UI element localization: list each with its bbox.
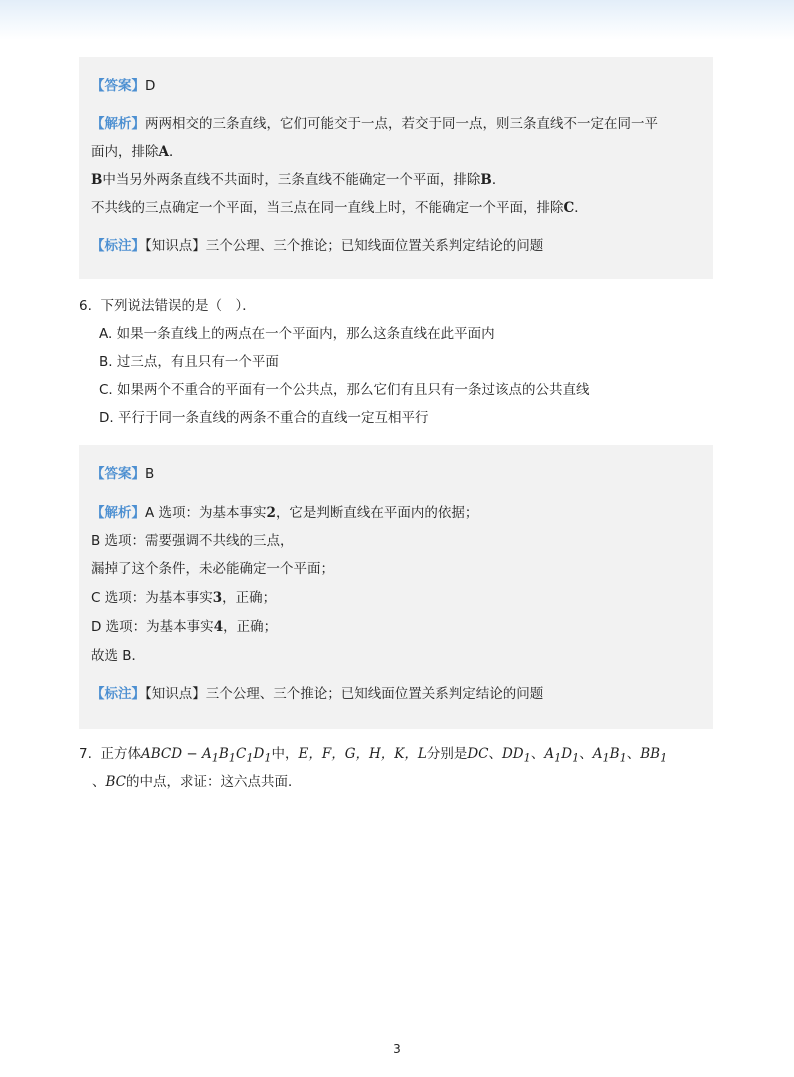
math-number: 3: [212, 590, 223, 606]
analysis-text: D 选项：为基本事实: [91, 619, 214, 635]
analysis-text: C 选项：为基本事实: [91, 590, 213, 606]
analysis-line-4: [91, 198, 588, 218]
analysis-line-2: B 选项：需要强调不共线的三点，: [91, 533, 294, 549]
analysis-text: 面内，排除: [91, 144, 159, 160]
analysis-tag: 【解析】: [91, 505, 145, 521]
note-tag: 【标注】: [91, 238, 145, 254]
question-text: 的中点，求证：这六点共面．: [126, 774, 302, 790]
segment-a1b1: $A_1B_1$: [592, 746, 627, 765]
analysis-text: ，正确；: [222, 590, 277, 606]
separator: 、: [92, 774, 106, 790]
analysis-text: A 选项：为基本事实: [145, 505, 267, 521]
segment-dd1: $DD_1$: [501, 746, 531, 765]
analysis-line-2: [91, 142, 182, 162]
note-line: [91, 236, 543, 256]
separator: 、: [488, 746, 502, 762]
question-text: 正方体: [100, 746, 141, 762]
answer-line: [91, 464, 154, 484]
analysis-line-6: 故选 B．: [91, 648, 146, 664]
answer-value: B: [145, 466, 155, 482]
note-tag: 【标注】: [91, 686, 145, 702]
analysis-text: ，它是判断直线在平面内的依据；: [275, 505, 479, 521]
segment-a1d1: $A_1D_1$: [544, 746, 580, 765]
math-number: 4: [213, 619, 224, 635]
option-d: D. 平行于同一条直线的两条不重合的直线一定互相平行: [99, 410, 429, 426]
analysis-line-1: [91, 114, 658, 134]
note-text: 【知识点】三个公理、三个推论；已知线面位置关系判定结论的问题: [145, 238, 544, 254]
option-b: B. 过三点，有且只有一个平面: [99, 354, 279, 370]
question-7-line-1: [79, 744, 667, 769]
analysis-tag: 【解析】: [91, 116, 145, 132]
separator: 、: [626, 746, 641, 762]
analysis-text: ，正确；: [223, 619, 278, 635]
segment-bc: BC: [105, 774, 127, 790]
analysis-line-4: [91, 588, 276, 608]
segment-dc: DC: [467, 746, 489, 762]
analysis-text: ．: [574, 200, 588, 216]
answer-block-5: [79, 57, 713, 279]
answer-value: D: [145, 78, 156, 94]
question-text: 下列说法错误的是（ ）．: [100, 298, 256, 314]
header-band: [0, 0, 794, 40]
question-number: 7.: [79, 746, 92, 762]
note-line: [91, 684, 543, 704]
analysis-text: 两两相交的三条直线，它们可能交于一点，若交于同一点，则三条直线不一定在同一平: [145, 116, 658, 132]
option-a: A. 如果一条直线上的两点在一个平面内，那么这条直线在此平面内: [99, 326, 495, 342]
analysis-line-3: [91, 170, 505, 190]
analysis-text: ．: [491, 172, 506, 188]
analysis-line-3: 漏掉了这个条件，未必能确定一个平面；: [91, 561, 334, 577]
separator: 、: [530, 746, 545, 762]
math-symbol: C: [563, 200, 575, 216]
cube-name: ABCD − $A_1B_1C_1D_1$: [140, 746, 272, 765]
analysis-text: ．: [168, 144, 183, 160]
analysis-line-1: [91, 503, 478, 523]
question-text: 分别是: [426, 746, 468, 762]
note-text: 【知识点】三个公理、三个推论；已知线面位置关系判定结论的问题: [145, 686, 544, 702]
option-c: C. 如果两个不重合的平面有一个公共点，那么它们有且只有一条过该点的公共直线: [99, 382, 590, 398]
question-text: 中，: [271, 746, 299, 762]
math-symbol: B: [91, 172, 103, 188]
page-number: 3: [393, 1042, 401, 1056]
math-number: 2: [266, 505, 276, 521]
answer-block-6: [79, 445, 713, 729]
answer-tag: 【答案】: [91, 78, 145, 94]
question-number: 6.: [79, 298, 92, 314]
analysis-text: 中当另外两条直线不共面时，三条直线不能确定一个平面，排除: [102, 172, 481, 188]
answer-line: [91, 76, 155, 96]
analysis-line-5: [91, 617, 277, 637]
question-7-line-2: [92, 772, 302, 792]
question-6-stem: [79, 296, 256, 316]
analysis-text: 不共线的三点确定一个平面，当三点在同一直线上时，不能确定一个平面，排除: [91, 200, 564, 216]
point-list: E，F，G，H，K，L: [298, 746, 427, 762]
segment-bb1: $BB_1$: [640, 746, 668, 765]
math-symbol: B: [480, 172, 492, 188]
separator: 、: [579, 746, 593, 762]
math-symbol: A: [158, 144, 169, 160]
answer-tag: 【答案】: [91, 466, 145, 482]
